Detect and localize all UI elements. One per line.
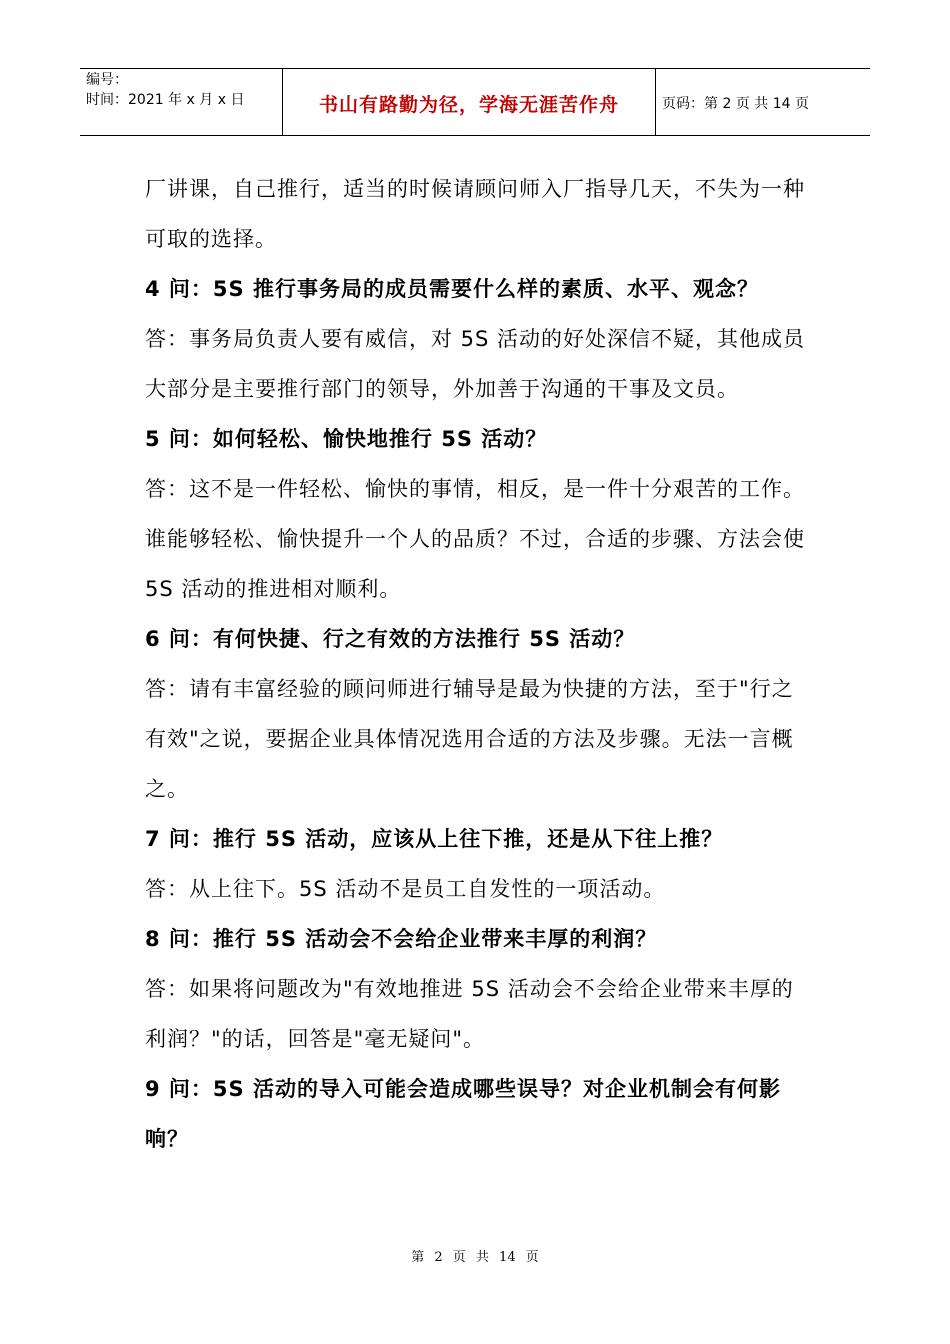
answer-paragraph: 答：事务局负责人要有威信，对 5S 活动的好处深信不疑，其他成员大部分是主要推行部门的领导，外加善于沟通的干事及文员。 [145,327,806,401]
answer-paragraph: 答：从上往下。5S 活动不是员工自发性的一项活动。 [145,877,666,901]
header-divider-right [655,68,656,136]
document-body [145,164,815,1164]
question-paragraph: 6 问：有何快捷、行之有效的方法推行 5S 活动？ [145,627,636,651]
question-paragraph: 8 问：推行 5S 活动会不会给企业带来丰厚的利润？ [145,927,658,951]
document-number-label: 编号： [86,72,128,88]
header-page-number: 页码：第 2 页 共 14 页 [662,96,809,112]
answer-paragraph: 答：如果将问题改为"有效地推进 5S 活动会不会给企业带来丰厚的利润？"的话，回答是"毫无疑问"。 [145,977,794,1051]
header-divider-left [282,68,283,136]
document-date-label: 时间：2021 年 x 月 x 日 [86,92,245,108]
question-paragraph: 9 问：5S 活动的导入可能会造成哪些误导？对企业机制会有何影响？ [145,1077,781,1151]
page-footer: 第 2 页 共 14 页 [411,1250,539,1265]
header-top-rule [80,68,870,69]
question-paragraph: 4 问：5S 推行事务局的成员需要什么样的素质、水平、观念？ [145,277,759,301]
answer-paragraph: 厂讲课，自己推行，适当的时候请顾问师入厂指导几天，不失为一种可取的选择。 [145,177,805,251]
question-paragraph: 5 问：如何轻松、愉快地推行 5S 活动？ [145,427,548,451]
header-motto: 书山有路勤为径，学海无涯苦作舟 [318,94,619,116]
question-paragraph: 7 问：推行 5S 活动，应该从上往下推，还是从下往上推？ [145,827,724,851]
header-bottom-rule [80,135,870,136]
header-meta [86,70,244,110]
answer-paragraph: 答：这不是一件轻松、愉快的事情，相反，是一件十分艰苦的工作。谁能够轻松、愉快提升一个人的品质？不过，合适的步骤、方法会使 5S 活动的推进相对顺利。 [145,477,805,601]
answer-paragraph: 答：请有丰富经验的顾问师进行辅导是最为快捷的方法，至于"行之有效"之说，要据企业具体情况选用合适的方法及步骤。无法一言概之。 [145,677,794,801]
